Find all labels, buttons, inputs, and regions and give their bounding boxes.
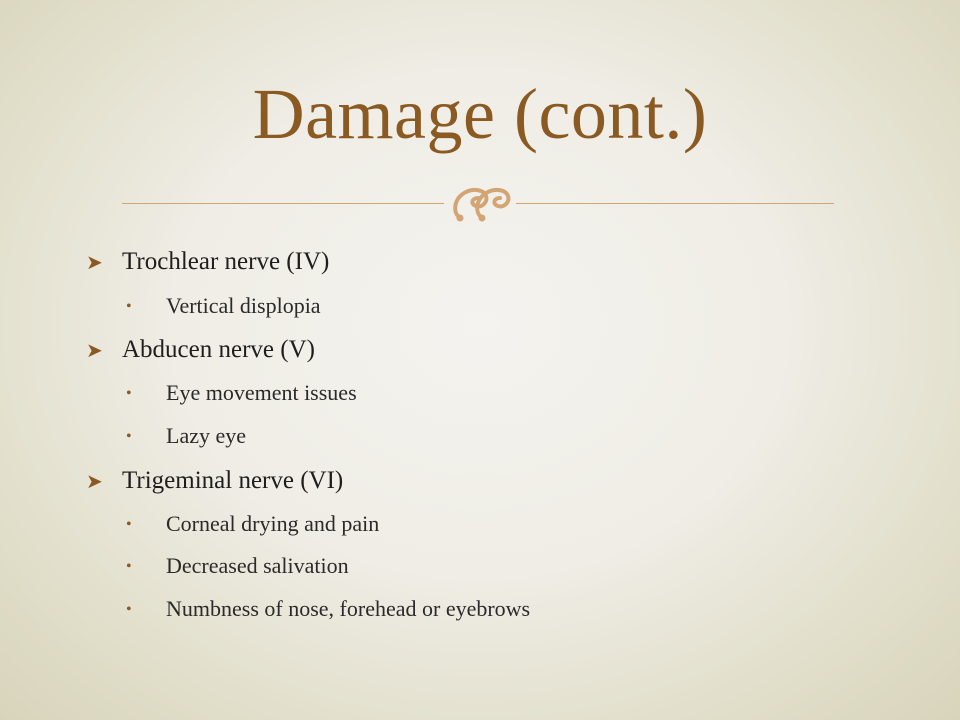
list-item-label: Trigeminal nerve (VI): [122, 467, 344, 494]
ornament-icon: [446, 178, 516, 226]
slide-title: Damage (cont.): [252, 74, 708, 154]
sub-list-item-label: Decreased salivation: [166, 553, 349, 578]
bullet-dot-icon: •: [126, 601, 132, 618]
sub-list-item-label: Lazy eye: [166, 423, 246, 448]
list-item: [86, 466, 343, 497]
arrow-bullet-icon: ➤: [86, 252, 103, 274]
bullet-dot-icon: •: [126, 558, 132, 575]
sub-list-item-label: Corneal drying and pain: [166, 511, 380, 536]
arrow-bullet-icon: ➤: [86, 471, 103, 493]
list-item: [86, 247, 329, 278]
sub-list-item-label: Eye movement issues: [166, 380, 357, 405]
sub-list-item: [126, 422, 246, 453]
sub-list-item-label: Numbness of nose, forehead or eyebrows: [166, 596, 531, 621]
bullet-dot-icon: •: [126, 428, 132, 445]
list-item-label: Trochlear nerve (IV): [122, 248, 330, 275]
title-divider-right: [516, 203, 834, 204]
sub-list-item: [126, 379, 357, 410]
bullet-dot-icon: •: [126, 298, 132, 315]
sub-list-item: [126, 552, 349, 583]
bullet-dot-icon: •: [126, 385, 132, 402]
sub-list-item: [126, 292, 321, 323]
list-item: [86, 335, 315, 366]
sub-list-item-label: Vertical displopia: [166, 293, 321, 318]
list-item-label: Abducen nerve (V): [122, 336, 315, 363]
arrow-bullet-icon: ➤: [86, 340, 103, 362]
bullet-dot-icon: •: [126, 516, 132, 533]
sub-list-item: [126, 595, 530, 626]
sub-list-item: [126, 510, 379, 541]
title-divider-left: [122, 203, 444, 204]
